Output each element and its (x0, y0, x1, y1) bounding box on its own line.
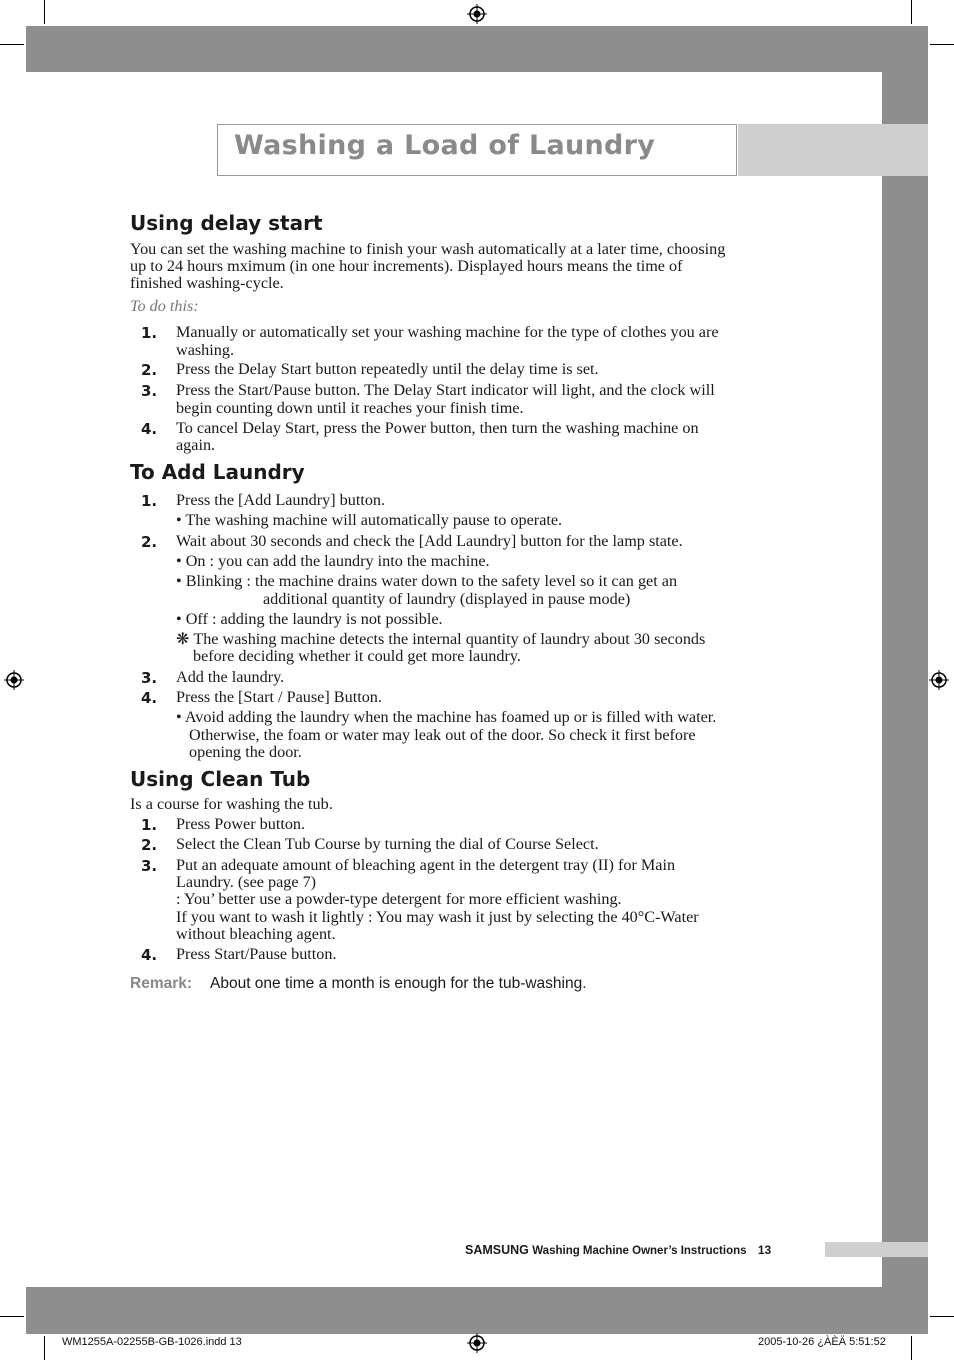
step-text: Press the Delay Start button repeatedly until the delay time is set. (176, 360, 599, 378)
crop-mark (0, 1316, 24, 1317)
bullet-text: • The washing machine will automatically pause to operate. (176, 511, 563, 529)
footer-brand: SAMSUNG (465, 1243, 529, 1257)
footer-text: Washing Machine Owner’s Instructions (532, 1245, 747, 1257)
registration-mark-icon (929, 670, 949, 690)
step-number: 1. (141, 492, 158, 510)
step-text: To cancel Delay Start, press the Power button, then turn the washing machine on (176, 419, 699, 437)
step-number: 3. (141, 669, 158, 687)
bullet-text: Otherwise, the foam or water may leak out of the door. So check it first before (189, 726, 696, 744)
step-text: Press the Start/Pause button. The Delay Start indicator will light, and the clock will (176, 381, 715, 399)
remark-text: About one time a month is enough for the tub-washing. (210, 975, 587, 992)
clean-intro: Is a course for washing the tub. (130, 795, 333, 813)
section-heading-delay: Using delay start (130, 211, 323, 235)
footer-accent-bar (825, 1242, 928, 1257)
section-heading-add-laundry: To Add Laundry (130, 460, 305, 484)
crop-mark (911, 1336, 912, 1360)
delay-intro: You can set the washing machine to finish your wash automatically at a later time, choosing (130, 240, 726, 258)
delay-intro: up to 24 hours mximum (in one hour increments). Displayed hours means the time of (130, 257, 683, 275)
step-number: 2. (141, 361, 158, 379)
step-number: 3. (141, 857, 158, 875)
slug-file-info: WM1255A-02255B-GB-1026.indd 13 (62, 1336, 242, 1348)
step-text: Select the Clean Tub Course by turning the dial of Course Select. (176, 835, 599, 853)
step-number: 1. (141, 324, 158, 342)
step-text: Manually or automatically set your washing machine for the type of clothes you are (176, 323, 719, 341)
bullet-text: • Avoid adding the laundry when the machine has foamed up or is filled with water. (176, 708, 717, 726)
to-do-label: To do this: (130, 297, 199, 315)
remark-label: Remark: (130, 975, 193, 992)
step-text: Press Start/Pause button. (176, 945, 337, 963)
bullet-text: • On : you can add the laundry into the machine. (176, 552, 490, 570)
step-text: Add the laundry. (176, 668, 285, 686)
registration-mark-icon (467, 1333, 487, 1353)
crop-mark (930, 1316, 954, 1317)
step-text: If you want to wash it lightly : You may wash it just by selecting the 40°C-Water (176, 908, 699, 926)
note-text: ❋ The washing machine detects the internal quantity of laundry about 30 seconds (176, 630, 706, 648)
section-heading-clean-tub: Using Clean Tub (130, 767, 311, 791)
page-number: 13 (757, 1243, 772, 1257)
bottom-band (26, 1287, 928, 1334)
step-number: 2. (141, 533, 158, 551)
bullet-text: additional quantity of laundry (displayed in pause mode) (263, 590, 631, 608)
page-title: Washing a Load of Laundry (234, 130, 656, 161)
step-text: without bleaching agent. (176, 925, 336, 943)
note-text: before deciding whether it could get more laundry. (193, 647, 521, 665)
registration-mark-icon (467, 4, 487, 24)
step-text: begin counting down until it reaches your finish time. (176, 399, 524, 417)
step-text: : You’ better use a powder-type detergent for more efficient washing. (176, 890, 622, 908)
step-text: Put an adequate amount of bleaching agent in the detergent tray (II) for Main (176, 856, 676, 874)
title-accent-bar (738, 124, 928, 176)
crop-mark (44, 1336, 45, 1360)
step-text: Wait about 30 seconds and check the [Add Laundry] button for the lamp state. (176, 532, 683, 550)
top-band (26, 26, 928, 72)
step-number: 4. (141, 420, 158, 438)
bullet-text: • Blinking : the machine drains water down to the safety level so it can get an (176, 572, 678, 590)
step-text: Press the [Start / Pause] Button. (176, 688, 382, 706)
right-band (882, 26, 928, 1334)
step-text: Laundry. (see page 7) (176, 873, 317, 891)
step-text: washing. (176, 341, 234, 359)
bullet-text: opening the door. (189, 743, 302, 761)
step-text: Press the [Add Laundry] button. (176, 491, 386, 509)
page-footer (465, 1243, 771, 1257)
registration-mark-icon (4, 670, 24, 690)
step-number: 4. (141, 946, 158, 964)
delay-intro: finished washing-cycle. (130, 274, 284, 292)
step-text: Press Power button. (176, 815, 306, 833)
crop-mark (911, 0, 912, 24)
step-number: 2. (141, 836, 158, 854)
step-number: 4. (141, 689, 158, 707)
crop-mark (930, 44, 954, 45)
step-text: again. (176, 436, 216, 454)
step-number: 1. (141, 816, 158, 834)
bullet-text: • Off : adding the laundry is not possible. (176, 610, 443, 628)
step-number: 3. (141, 382, 158, 400)
slug-date-info: 2005-10-26 ¿ÀÈÄ 5:51:52 (758, 1336, 886, 1348)
crop-mark (44, 0, 45, 24)
crop-mark (0, 44, 24, 45)
